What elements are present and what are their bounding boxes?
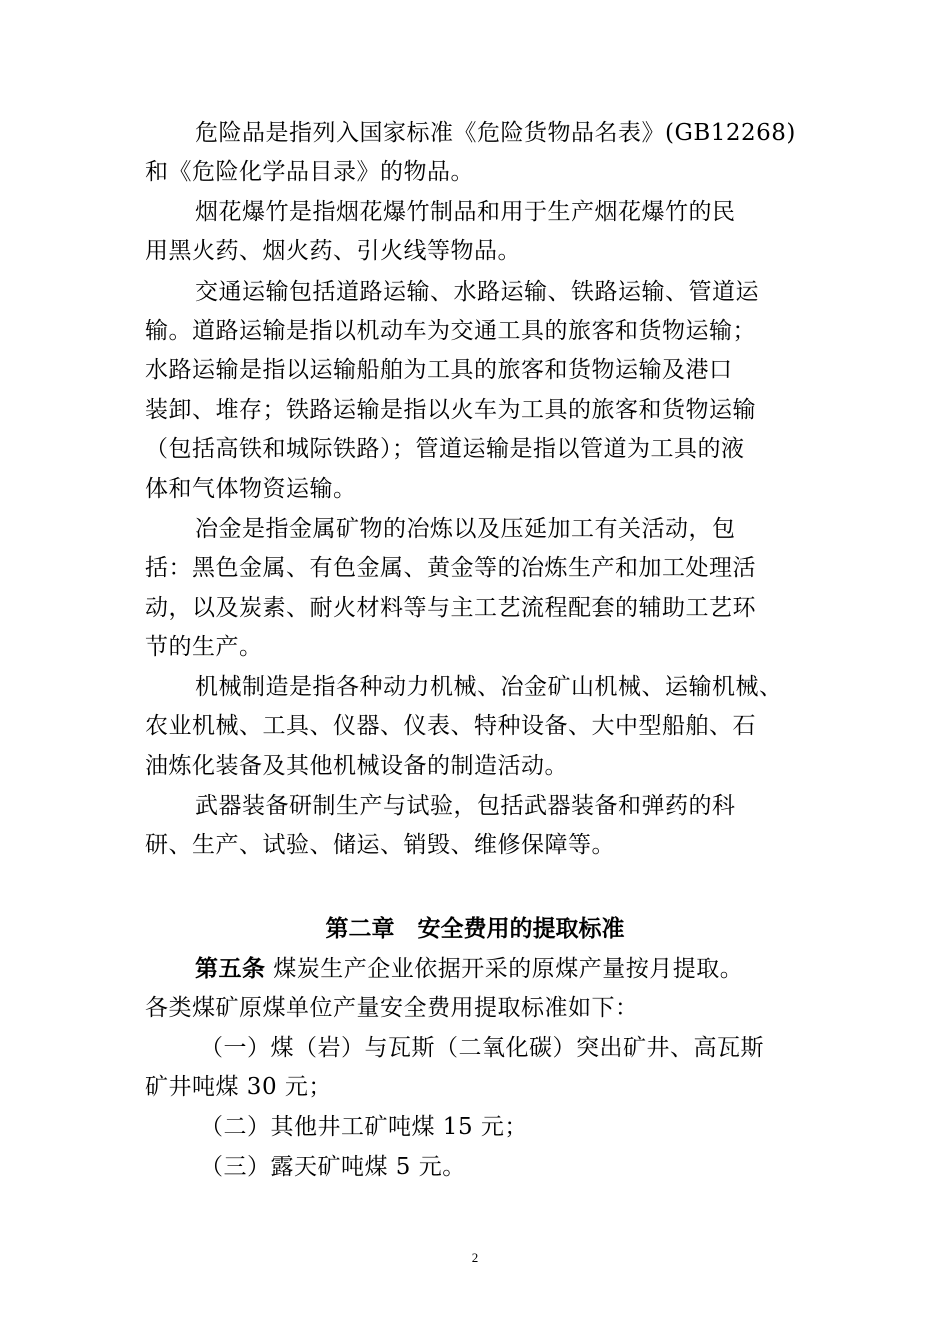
list-item: （一）煤（岩）与瓦斯（二氧化碳）突出矿井、高瓦斯 xyxy=(200,1035,764,1061)
article-line xyxy=(195,954,743,984)
list-item: （二）其他井工矿吨煤 15 元； xyxy=(200,1114,528,1140)
paragraph-line: 用黑火药、烟火药、引火线等物品。 xyxy=(145,238,521,264)
article-continuation: 各类煤矿原煤单位产量安全费用提取标准如下： xyxy=(145,995,639,1021)
list-item: （三）露天矿吨煤 5 元。 xyxy=(200,1154,466,1180)
paragraph-line: 冶金是指金属矿物的冶炼以及压延加工有关活动，包 xyxy=(195,516,736,542)
paragraph-line: 武器装备研制生产与试验，包括武器装备和弹药的科 xyxy=(195,793,736,819)
paragraph-line: 交通运输包括道路运输、水路运输、铁路运输、管道运 xyxy=(195,279,759,305)
paragraph-line: 装卸、堆存；铁路运输是指以火车为工具的旅客和货物运输 xyxy=(145,397,756,423)
paragraph-line: （包括高铁和城际铁路）；管道运输是指以管道为工具的液 xyxy=(145,436,745,462)
paragraph-line: 动，以及炭素、耐火材料等与主工艺流程配套的辅助工艺环 xyxy=(145,595,756,621)
paragraph-line: 危险品是指列入国家标准《危险货物品名表》(GB12268) xyxy=(195,120,796,146)
paragraph-line: 烟花爆竹是指烟花爆竹制品和用于生产烟花爆竹的民 xyxy=(195,199,736,225)
paragraph-line: 体和气体物资运输。 xyxy=(145,476,357,502)
paragraph-line: 和《危险化学品目录》的物品。 xyxy=(145,159,474,185)
paragraph-line: 油炼化装备及其他机械设备的制造活动。 xyxy=(145,753,568,779)
paragraph-line: 农业机械、工具、仪器、仪表、特种设备、大中型船舶、石 xyxy=(145,713,756,739)
list-item-continuation: 矿井吨煤 30 元； xyxy=(145,1074,332,1100)
article-text: 煤炭生产企业依据开采的原煤产量按月提取。 xyxy=(265,956,744,982)
paragraph-line: 研、生产、试验、储运、销毁、维修保障等。 xyxy=(145,832,615,858)
paragraph-line: 节的生产。 xyxy=(145,634,263,660)
chapter-heading: 第二章 安全费用的提取标准 xyxy=(325,916,625,942)
paragraph-line: 水路运输是指以运输船舶为工具的旅客和货物运输及港口 xyxy=(145,357,733,383)
page-number: 2 xyxy=(471,1250,479,1265)
paragraph-line: 输。道路运输是指以机动车为交通工具的旅客和货物运输； xyxy=(145,318,756,344)
article-label: 第五条 xyxy=(195,956,266,982)
paragraph-line: 括：黑色金属、有色金属、黄金等的冶炼生产和加工处理活 xyxy=(145,555,756,581)
paragraph-line: 机械制造是指各种动力机械、冶金矿山机械、运输机械、 xyxy=(195,674,783,700)
